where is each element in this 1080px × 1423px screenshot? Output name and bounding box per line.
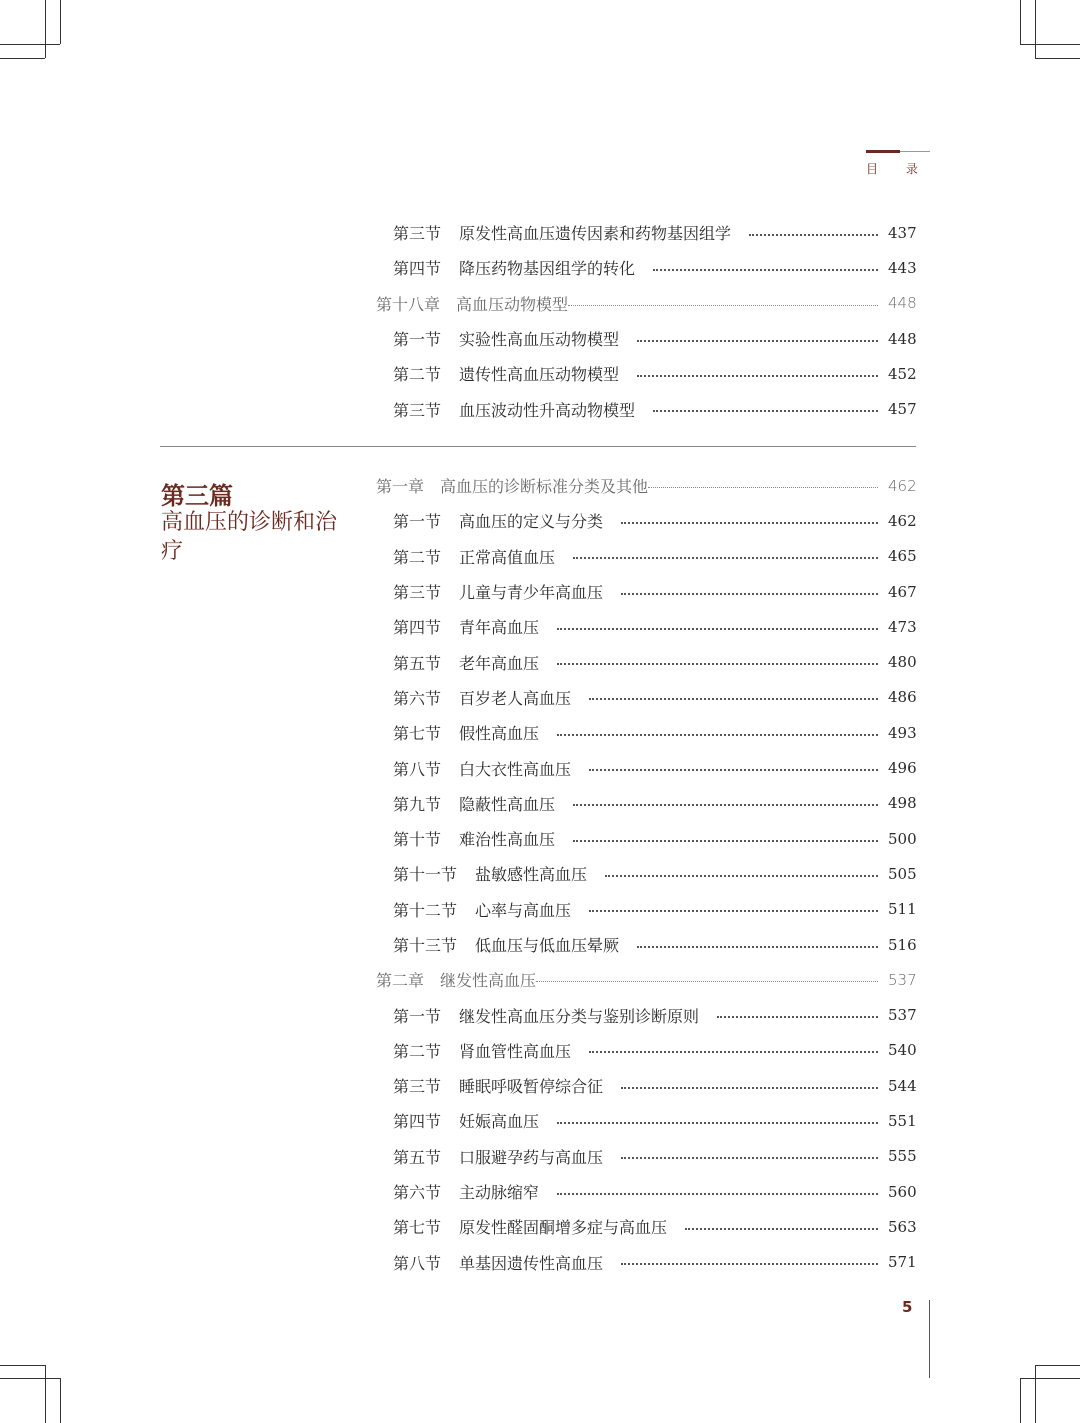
toc-entry-page: 511: [888, 900, 917, 919]
toc-leader-dots: [568, 305, 878, 306]
crop-mark-bottom-right-h2: [1020, 1378, 1080, 1379]
toc-section-entry[interactable]: [376, 927, 916, 962]
toc-entry-page: 486: [888, 688, 917, 707]
toc-entry-page: 452: [888, 364, 917, 383]
crop-mark-bottom-right-h: [1035, 1365, 1080, 1366]
header-rule: [900, 151, 930, 152]
crop-mark-bottom-right-v: [1020, 1378, 1021, 1423]
toc-entry-number: 第四节: [393, 259, 442, 279]
toc-section-entry[interactable]: [376, 1245, 916, 1280]
toc-section-entry[interactable]: [376, 503, 916, 538]
toc-entry-title: 睡眠呼吸暂停综合征: [459, 1077, 604, 1097]
toc-entry-title: 继发性高血压分类与鉴别诊断原则: [459, 1006, 700, 1026]
toc-leader-dots: [621, 1157, 878, 1159]
toc-entry-page: 496: [888, 759, 917, 778]
toc-leader-dots: [637, 375, 878, 377]
toc-entry-title: 心率与高血压: [475, 900, 572, 920]
toc-entry-title: 降压药物基因组学的转化: [459, 259, 636, 279]
crop-mark-top-left-h: [0, 44, 60, 45]
toc-leader-dots: [573, 557, 878, 559]
toc-entry-title: 百岁老人高血压: [459, 688, 572, 708]
toc-entry-number: 第十二节: [393, 900, 458, 920]
toc-entry-page: 505: [888, 864, 917, 883]
toc-entry-page: 540: [888, 1041, 917, 1060]
toc-section-entry[interactable]: [376, 609, 916, 644]
toc-entry-page: 571: [888, 1253, 917, 1272]
toc-entry-title: 口服避孕药与高血压: [459, 1147, 604, 1167]
toc-section-entry[interactable]: [376, 750, 916, 785]
toc-leader-dots: [749, 234, 878, 236]
page-number-rule: [929, 1300, 930, 1378]
crop-mark-bottom-right-v2: [1035, 1365, 1036, 1423]
toc-entry-page: 462: [888, 511, 917, 530]
toc-entry-number: 第五节: [393, 1147, 442, 1167]
toc-leader-dots: [648, 487, 878, 488]
toc-entry-page: 448: [888, 294, 917, 313]
crop-mark-bottom-left-v: [45, 1365, 46, 1423]
toc-entry-number: 第八节: [393, 1253, 442, 1273]
toc-entry-page: 473: [888, 617, 917, 636]
toc-section-entry[interactable]: [376, 1068, 916, 1103]
toc-entry-title: 遗传性高血压动物模型: [459, 365, 620, 385]
toc-entry-number: 第二节: [393, 365, 442, 385]
toc-leader-dots: [621, 1087, 878, 1089]
toc-section-entry[interactable]: [376, 680, 916, 715]
toc-entry-title: 实验性高血压动物模型: [459, 330, 620, 350]
crop-mark-top-right-v: [1020, 0, 1021, 44]
toc-section-entry[interactable]: [376, 892, 916, 927]
crop-mark-top-right-h: [1020, 44, 1080, 45]
part-divider: [160, 446, 916, 447]
toc-entry-page: 493: [888, 723, 917, 742]
toc-entry-page: 462: [888, 476, 917, 495]
toc-entry-title: 原发性高血压遗传因素和药物基因组学: [459, 224, 732, 244]
toc-leader-dots: [557, 1193, 878, 1195]
toc-section-entry[interactable]: [376, 539, 916, 574]
toc-section-entry[interactable]: [376, 821, 916, 856]
toc-section-entry[interactable]: [376, 715, 916, 750]
toc-entry-number: 第四节: [393, 1112, 442, 1132]
toc-section-entry[interactable]: [376, 574, 916, 609]
toc-leader-dots: [685, 1228, 878, 1230]
toc-entry-number: 第十三节: [393, 936, 458, 955]
toc-entry-page: 544: [888, 1076, 917, 1095]
crop-mark-top-left-v: [45, 0, 46, 58]
toc-entry-title: 主动脉缩窄: [459, 1183, 540, 1203]
toc-leader-dots: [717, 1016, 878, 1018]
crop-mark-bottom-left-h: [0, 1365, 45, 1366]
toc-entry-page: 537: [888, 970, 917, 989]
toc-entry-number: 第一节: [393, 512, 442, 532]
toc-leader-dots: [653, 410, 878, 412]
toc-entry-title: 青年高血压: [459, 618, 540, 638]
toc-entry-number: 第七节: [393, 1218, 442, 1238]
toc-entry-number: 第二章: [376, 971, 425, 991]
toc-leader-dots: [557, 1122, 878, 1124]
toc-chapter-entry[interactable]: [376, 962, 916, 997]
toc-section-entry[interactable]: [376, 391, 916, 426]
toc-section-entry[interactable]: [376, 215, 916, 250]
toc-leader-dots: [621, 1263, 878, 1265]
toc-section-entry[interactable]: [376, 250, 916, 285]
toc-entry-title: 妊娠高血压: [459, 1112, 540, 1132]
toc-entry-page: 516: [888, 935, 917, 954]
toc-entry-number: 第二节: [393, 547, 442, 567]
toc-chapter-entry[interactable]: [376, 468, 916, 503]
toc-leader-dots: [557, 628, 878, 630]
toc-entry-page: 560: [888, 1182, 917, 1201]
header-accent-bar: [866, 150, 900, 153]
toc-entry-page: 500: [888, 829, 917, 848]
toc-entry-title: 盐敏感性高血压: [475, 865, 588, 885]
page-number: 5: [902, 1298, 913, 1316]
running-header: 目 录: [866, 162, 930, 176]
toc-entry-title: 高血压的定义与分类: [459, 512, 604, 532]
toc-section-entry[interactable]: [376, 321, 916, 356]
toc-leader-dots: [605, 875, 878, 877]
toc-entry-page: 467: [888, 582, 917, 601]
crop-mark-bottom-left-h2: [0, 1378, 60, 1379]
toc-entry-title: 隐蔽性高血压: [459, 794, 556, 814]
part-subtitle: 高血压的诊断和治疗: [161, 510, 338, 564]
toc-entry-title: 假性高血压: [459, 724, 540, 744]
toc-entry-number: 第三节: [393, 1077, 442, 1097]
toc-section-entry[interactable]: [376, 1033, 916, 1068]
toc-section-entry[interactable]: [376, 786, 916, 821]
toc-leader-dots: [573, 804, 878, 806]
toc-entry-page: 437: [888, 223, 917, 242]
crop-mark-top-right-v2: [1035, 0, 1036, 58]
toc-entry-title: 血压波动性升高动物模型: [459, 400, 636, 420]
toc-leader-dots: [557, 663, 878, 665]
toc-top-block: [376, 215, 916, 427]
crop-mark-top-right-h2: [1035, 58, 1080, 59]
toc-leader-dots: [637, 340, 878, 342]
toc-entry-number: 第四节: [393, 618, 442, 638]
toc-entry-title: 低血压与低血压晕厥: [475, 936, 620, 955]
toc-entry-title: 继发性高血压: [440, 971, 537, 991]
toc-entry-number: 第八节: [393, 759, 442, 779]
toc-leader-dots: [653, 269, 878, 271]
toc-entry-page: 443: [888, 258, 917, 277]
toc-entry-title: 正常高值血压: [459, 547, 556, 567]
toc-entry-number: 第十一节: [393, 865, 458, 885]
toc-entry-title: 儿童与青少年高血压: [459, 583, 604, 603]
toc-entry-title: 白大衣性高血压: [459, 759, 572, 779]
toc-section-entry[interactable]: [376, 997, 916, 1032]
toc-leader-dots: [589, 698, 878, 700]
toc-entry-number: 第五节: [393, 653, 442, 673]
toc-entry-title: 原发性醛固酮增多症与高血压: [459, 1218, 668, 1238]
toc-leader-dots: [589, 910, 878, 912]
toc-entry-number: 第九节: [393, 794, 442, 814]
toc-entry-page: 480: [888, 653, 917, 672]
toc-entry-page: 465: [888, 547, 917, 566]
toc-entry-page: 537: [888, 1006, 917, 1025]
toc-section-entry[interactable]: [376, 644, 916, 679]
crop-mark-top-left-h2: [0, 58, 45, 59]
toc-entry-title: 难治性高血压: [459, 830, 556, 850]
toc-section-entry[interactable]: [376, 1103, 916, 1138]
toc-entry-page: 555: [888, 1147, 917, 1166]
toc-entry-page: 551: [888, 1111, 917, 1130]
toc-entry-title: 肾血管性高血压: [459, 1041, 572, 1061]
toc-leader-dots: [589, 769, 878, 771]
toc-entry-number: 第三节: [393, 224, 442, 244]
toc-entry-number: 第一节: [393, 1006, 442, 1026]
toc-section-entry[interactable]: [376, 356, 916, 391]
toc-entry-page: 457: [888, 400, 917, 419]
toc-entry-number: 第十八章: [376, 294, 441, 314]
toc-entry-page: 448: [888, 329, 917, 348]
toc-leader-dots: [536, 981, 878, 982]
toc-leader-dots: [637, 946, 878, 948]
toc-entry-number: 第二节: [393, 1041, 442, 1061]
crop-mark-bottom-left-v2: [60, 1378, 61, 1423]
toc-entry-title: 老年高血压: [459, 653, 540, 673]
toc-section-entry[interactable]: [376, 1174, 916, 1209]
part-title: 第三篇: [161, 482, 233, 510]
toc-entry-page: 498: [888, 794, 917, 813]
toc-section-entry[interactable]: [376, 1139, 916, 1174]
toc-entry-title: 高血压的诊断标准分类及其他: [440, 477, 649, 497]
toc-leader-dots: [589, 1051, 878, 1053]
toc-leader-dots: [557, 734, 878, 736]
toc-entry-number: 第六节: [393, 1183, 442, 1203]
toc-entry-number: 第十节: [393, 830, 442, 850]
toc-part-block: [376, 468, 916, 1280]
toc-entry-number: 第六节: [393, 688, 442, 708]
toc-entry-number: 第三节: [393, 400, 442, 420]
toc-entry-number: 第七节: [393, 724, 442, 744]
toc-section-entry[interactable]: [376, 856, 916, 891]
toc-leader-dots: [621, 522, 878, 524]
toc-chapter-entry[interactable]: [376, 286, 916, 321]
toc-entry-page: 563: [888, 1217, 917, 1236]
toc-section-entry[interactable]: [376, 1209, 916, 1244]
toc-entry-title: 高血压动物模型: [456, 294, 569, 314]
toc-entry-number: 第一章: [376, 477, 425, 497]
toc-entry-number: 第一节: [393, 330, 442, 350]
toc-entry-title: 单基因遗传性高血压: [459, 1253, 604, 1273]
toc-leader-dots: [573, 840, 878, 842]
toc-leader-dots: [621, 593, 878, 595]
crop-mark-top-left-v2: [60, 0, 61, 44]
toc-entry-number: 第三节: [393, 583, 442, 603]
